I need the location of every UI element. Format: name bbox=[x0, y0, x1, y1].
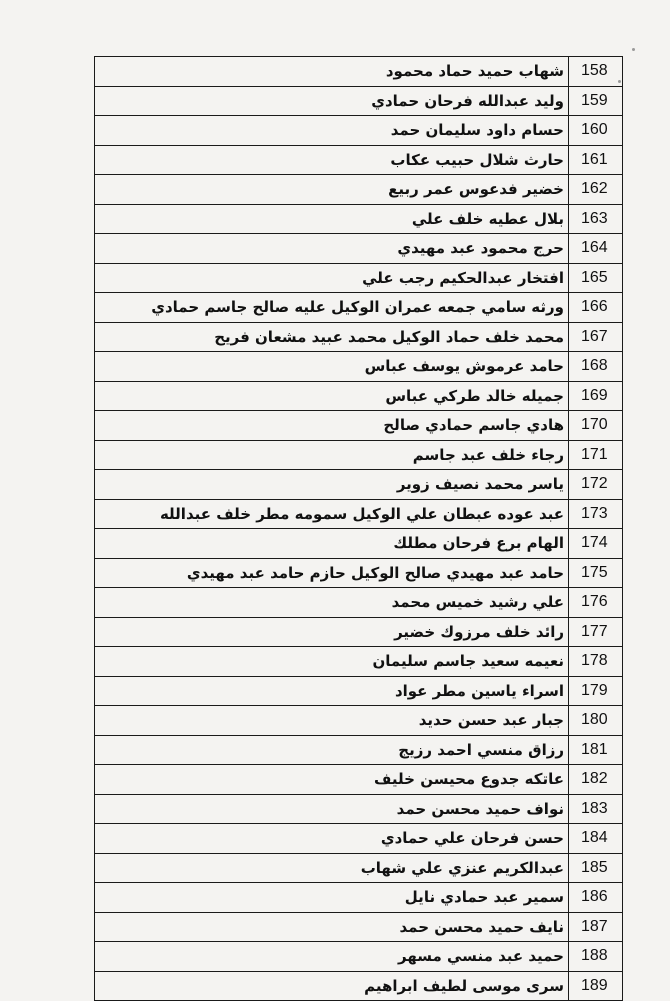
row-name: نعيمه سعيد جاسم سليمان bbox=[95, 647, 569, 677]
table-row bbox=[95, 116, 623, 146]
row-name: علي رشيد خميس محمد bbox=[95, 588, 569, 618]
table-row bbox=[95, 322, 623, 352]
row-name: محمد خلف حماد الوكيل محمد عبيد مشعان فريح bbox=[95, 322, 569, 352]
row-number: 159 bbox=[569, 86, 623, 116]
row-name: عبدالكريم عنزي علي شهاب bbox=[95, 853, 569, 883]
row-name: الهام برع فرحان مطلك bbox=[95, 529, 569, 559]
table-row bbox=[95, 617, 623, 647]
row-number: 186 bbox=[569, 883, 623, 913]
table-row bbox=[95, 145, 623, 175]
row-name: حسام داود سليمان حمد bbox=[95, 116, 569, 146]
row-name: افتخار عبدالحكيم رجب علي bbox=[95, 263, 569, 293]
table-row bbox=[95, 411, 623, 441]
table-row bbox=[95, 499, 623, 529]
row-name: شهاب حميد حماد محمود bbox=[95, 57, 569, 87]
row-name: رائد خلف مرزوك خضير bbox=[95, 617, 569, 647]
row-number: 181 bbox=[569, 735, 623, 765]
row-name: نايف حميد محسن حمد bbox=[95, 912, 569, 942]
table-row bbox=[95, 293, 623, 323]
table-row bbox=[95, 175, 623, 205]
row-number: 164 bbox=[569, 234, 623, 264]
row-name: سمير عبد حمادي نايل bbox=[95, 883, 569, 913]
row-number: 177 bbox=[569, 617, 623, 647]
table-row bbox=[95, 942, 623, 972]
table-row bbox=[95, 263, 623, 293]
row-number: 168 bbox=[569, 352, 623, 382]
table-row bbox=[95, 558, 623, 588]
row-number: 171 bbox=[569, 440, 623, 470]
row-name: حسن فرحان علي حمادي bbox=[95, 824, 569, 854]
row-number: 172 bbox=[569, 470, 623, 500]
row-name: نواف حميد محسن حمد bbox=[95, 794, 569, 824]
table-row bbox=[95, 912, 623, 942]
table-row bbox=[95, 883, 623, 913]
table-row bbox=[95, 765, 623, 795]
row-number: 174 bbox=[569, 529, 623, 559]
row-name: رزاق منسي احمد رزيج bbox=[95, 735, 569, 765]
row-number: 180 bbox=[569, 706, 623, 736]
row-name: حارث شلال حبيب عكاب bbox=[95, 145, 569, 175]
row-name: عاتكه جدوع محيسن خليف bbox=[95, 765, 569, 795]
table-row bbox=[95, 706, 623, 736]
row-number: 189 bbox=[569, 971, 623, 1001]
row-number: 167 bbox=[569, 322, 623, 352]
table-row bbox=[95, 86, 623, 116]
row-number: 176 bbox=[569, 588, 623, 618]
row-number: 178 bbox=[569, 647, 623, 677]
table-row bbox=[95, 853, 623, 883]
row-number: 183 bbox=[569, 794, 623, 824]
row-name: خضير فدعوس عمر ربيع bbox=[95, 175, 569, 205]
table-row bbox=[95, 470, 623, 500]
row-number: 161 bbox=[569, 145, 623, 175]
row-name: بلال عطيه خلف علي bbox=[95, 204, 569, 234]
row-name: حرج محمود عبد مهيدي bbox=[95, 234, 569, 264]
row-number: 162 bbox=[569, 175, 623, 205]
table-row bbox=[95, 57, 623, 87]
table-row bbox=[95, 234, 623, 264]
table-row bbox=[95, 735, 623, 765]
row-number: 175 bbox=[569, 558, 623, 588]
row-number: 182 bbox=[569, 765, 623, 795]
table-row bbox=[95, 381, 623, 411]
scan-speck bbox=[632, 48, 635, 51]
row-number: 170 bbox=[569, 411, 623, 441]
table-row bbox=[95, 794, 623, 824]
row-number: 187 bbox=[569, 912, 623, 942]
table-row bbox=[95, 676, 623, 706]
row-number: 160 bbox=[569, 116, 623, 146]
row-number: 165 bbox=[569, 263, 623, 293]
names-table bbox=[94, 56, 623, 1001]
row-number: 169 bbox=[569, 381, 623, 411]
table-row bbox=[95, 971, 623, 1001]
row-name: رجاء خلف عبد جاسم bbox=[95, 440, 569, 470]
row-name: ياسر محمد نصيف زوير bbox=[95, 470, 569, 500]
table-row bbox=[95, 440, 623, 470]
row-name: ورثه سامي جمعه عمران الوكيل عليه صالح جاسم حمادي bbox=[95, 293, 569, 323]
table-row bbox=[95, 588, 623, 618]
row-name: سرى موسى لطيف ابراهيم bbox=[95, 971, 569, 1001]
table-row bbox=[95, 529, 623, 559]
row-name: اسراء ياسين مطر عواد bbox=[95, 676, 569, 706]
table-row bbox=[95, 824, 623, 854]
table-row bbox=[95, 647, 623, 677]
row-name: حامد عرموش يوسف عباس bbox=[95, 352, 569, 382]
row-number: 163 bbox=[569, 204, 623, 234]
row-number: 158 bbox=[569, 57, 623, 87]
table-row bbox=[95, 352, 623, 382]
row-number: 184 bbox=[569, 824, 623, 854]
names-table-body bbox=[95, 57, 623, 1001]
row-number: 185 bbox=[569, 853, 623, 883]
row-number: 166 bbox=[569, 293, 623, 323]
row-name: حميد عبد منسي مسهر bbox=[95, 942, 569, 972]
row-name: وليد عبدالله فرحان حمادي bbox=[95, 86, 569, 116]
row-name: هادي جاسم حمادي صالح bbox=[95, 411, 569, 441]
row-name: حامد عبد مهيدي صالح الوكيل حازم حامد عبد مهيدي bbox=[95, 558, 569, 588]
row-name: جبار عبد حسن حديد bbox=[95, 706, 569, 736]
row-number: 179 bbox=[569, 676, 623, 706]
row-number: 173 bbox=[569, 499, 623, 529]
row-name: جميله خالد طركي عباس bbox=[95, 381, 569, 411]
row-name: عبد عوده عبطان علي الوكيل سمومه مطر خلف عبدالله bbox=[95, 499, 569, 529]
row-number: 188 bbox=[569, 942, 623, 972]
table-row bbox=[95, 204, 623, 234]
